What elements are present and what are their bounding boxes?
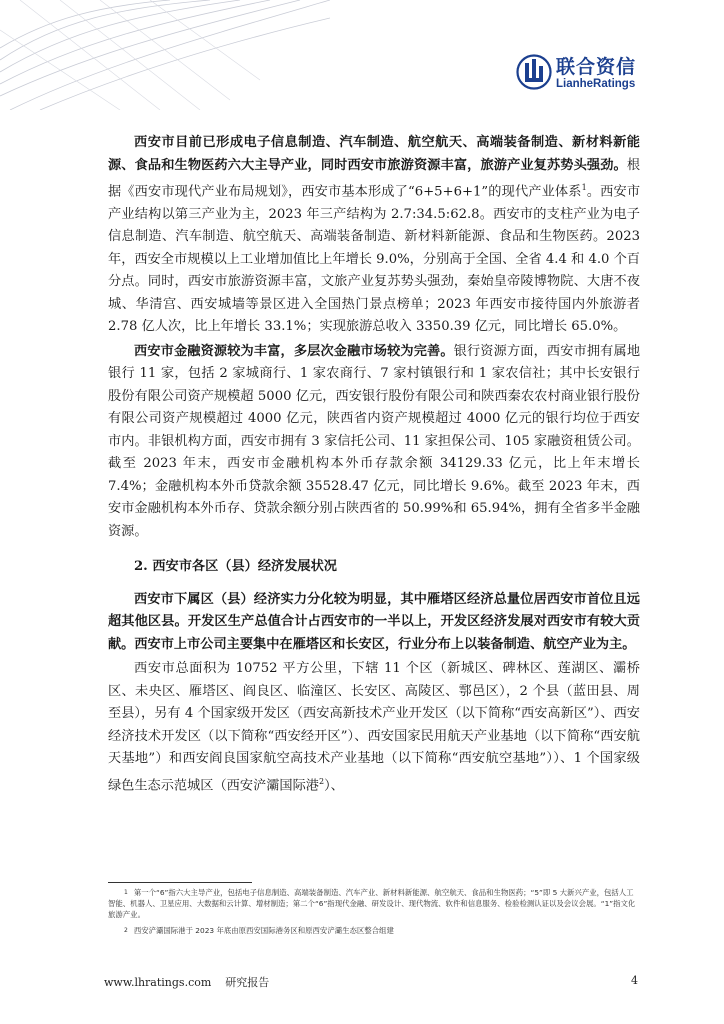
header-decoration bbox=[0, 0, 330, 110]
paragraph-industry-lead: 西安市目前已形成电子信息制造、汽车制造、航空航天、高端装备制造、新材料新能源、食品和生物医药六大主导产业，同时西安市旅游资源丰富，旅游产业复苏势头强劲。 bbox=[108, 135, 640, 173]
paragraph-districts-detail bbox=[108, 658, 640, 797]
paragraph-districts-summary bbox=[108, 589, 640, 657]
paragraph-districts-detail-text-a: 西安市总面积为 10752 平方公里，下辖 11 个区（新城区、碑林区、莲湖区、灞桥区、未央区、雁塔区、阎良区、临潼区、长安区、高陵区、鄠邑区），2 个县（蓝田县、周至县），另有 4 个国家级开发区（西安高新技术产业开发区（以下简称“西安高新区”）、西安经济技术开发区（以下简称“西安经开区”）、西安国家民用航天产业基地（以下简称“西安航天基地”）和西安阎良国家航空高技术产业基地（以下简称“西安航空基地”））、1 个国家级绿色生态示范城区（西安浐灞国际港 bbox=[108, 661, 640, 794]
paragraph-finance-text: 银行资源方面，西安市拥有属地银行 11 家，包括 2 家城商行、1 家农商行、7 家村镇银行和 1 家农信社；其中长安银行股份有限公司资产规模超 5000 亿元，西安银行股份有限公司和陕西秦农农村商业银行股份有限公司资产规模超过 4000 亿元，陕西省内资产规模超过 4000 亿元的银行均位于西安市内。非银机构方面，西安市拥有 3 家信托公司、11 家担保公司、105 家融资租赁公司。截至 2023 年末，西安市金融机构本外币存款余额 34129.33 亿元，比上年末增长 7.4%；金融机构本外币贷款余额 35528.47 亿元，同比增长 9.6%。截至 2023 年末，西安市金融机构本外币存、贷款余额分别占陕西省的 50.99%和 65.94%，拥有全省多半金融资源。 bbox=[108, 343, 641, 539]
footnote-ref-1: 1 bbox=[581, 183, 587, 192]
paragraph-districts-summary-text: 西安市下属区（县）经济实力分化较为明显，其中雁塔区经济总量位居西安市首位且远超其他区县。开发区生产总值合计占西安市的一半以上，开发区经济发展对西安市有较大贡献。西安市上市公司主要集中在雁塔区和长安区，行业分布上以装备制造、航空产业为主。 bbox=[108, 591, 640, 652]
footnote-ref-2: 2 bbox=[319, 776, 325, 786]
footnote-2 bbox=[108, 925, 640, 936]
section-heading: 2. 西安市各区（县）经济发展状况 bbox=[134, 559, 337, 575]
company-logo bbox=[516, 50, 646, 96]
footer-website-link[interactable]: www.lhratings.com bbox=[104, 976, 212, 989]
footnote-divider bbox=[108, 882, 252, 883]
paragraph-finance bbox=[108, 341, 640, 544]
paragraph-industry bbox=[108, 132, 640, 339]
paragraph-finance-lead: 西安市金融资源较为丰富，多层次金融市场较为完善。 bbox=[134, 343, 454, 359]
footnote-2-text: 西安浐灞国际港于 2023 年底由原西安国际港务区和原西安浐灞生态区整合组建 bbox=[133, 926, 394, 935]
paragraph-industry-text-a: 根据《西安市现代产业布局规划》，西安市基本形成了“6+5+6+1”的现代产业体系 bbox=[108, 157, 640, 200]
footnote-2-number: 2 bbox=[124, 927, 128, 934]
lianhe-logo-icon bbox=[516, 54, 552, 90]
footer-report-type: 研究报告 bbox=[225, 976, 270, 989]
paragraph-industry-text-b: 。西安市产业结构以第三产业为主，2023 年三产结构为 2.7:34.5:62.8。西安市的支柱产业为电子信息制造、汽车制造、航空航天、高端装备制造、新材料新能源、食品和生物医药。2023 年，西安全市规模以上工业增加值比上年增长 9.0%，分别高于全国、全省 4.4 和 4.0 个百分点。同时，西安市旅游资源丰富，文旅产业复苏势头强劲，秦始皇帝陵博物院、大唐不夜城、华清宫、西安城墙等景区进入全国热门景点榜单；2023 年西安市接待国内外旅游者 2.78 亿人次，比上年增长 33.1%；实现旅游总收入 3350.39 亿元，同比增长 65.0%。 bbox=[108, 184, 641, 335]
footnote-1 bbox=[108, 887, 640, 920]
page-number: 4 bbox=[631, 974, 638, 987]
paragraph-districts-detail-text-b: ）、 bbox=[324, 778, 344, 794]
logo-chinese-name: 联合资信 bbox=[556, 56, 637, 78]
report-body bbox=[108, 132, 640, 800]
footnote-1-number: 1 bbox=[124, 889, 128, 896]
footnote-1-text: 第一个“6”指六大主导产业，包括电子信息制造、高端装备制造、汽车产业、新材料新能源、航空航天、食品和生物医药；“5”即 5 大新兴产业，包括人工智能、机器人、卫星应用、大数据和云计算、增材制造；第二个“6”指现代金融、研发设计、现代物流、软件和信息服务、检验检测认证以及会议会展。“1”指文化旅游产业。 bbox=[108, 888, 636, 919]
logo-english-name: LianheRatings bbox=[556, 78, 636, 90]
